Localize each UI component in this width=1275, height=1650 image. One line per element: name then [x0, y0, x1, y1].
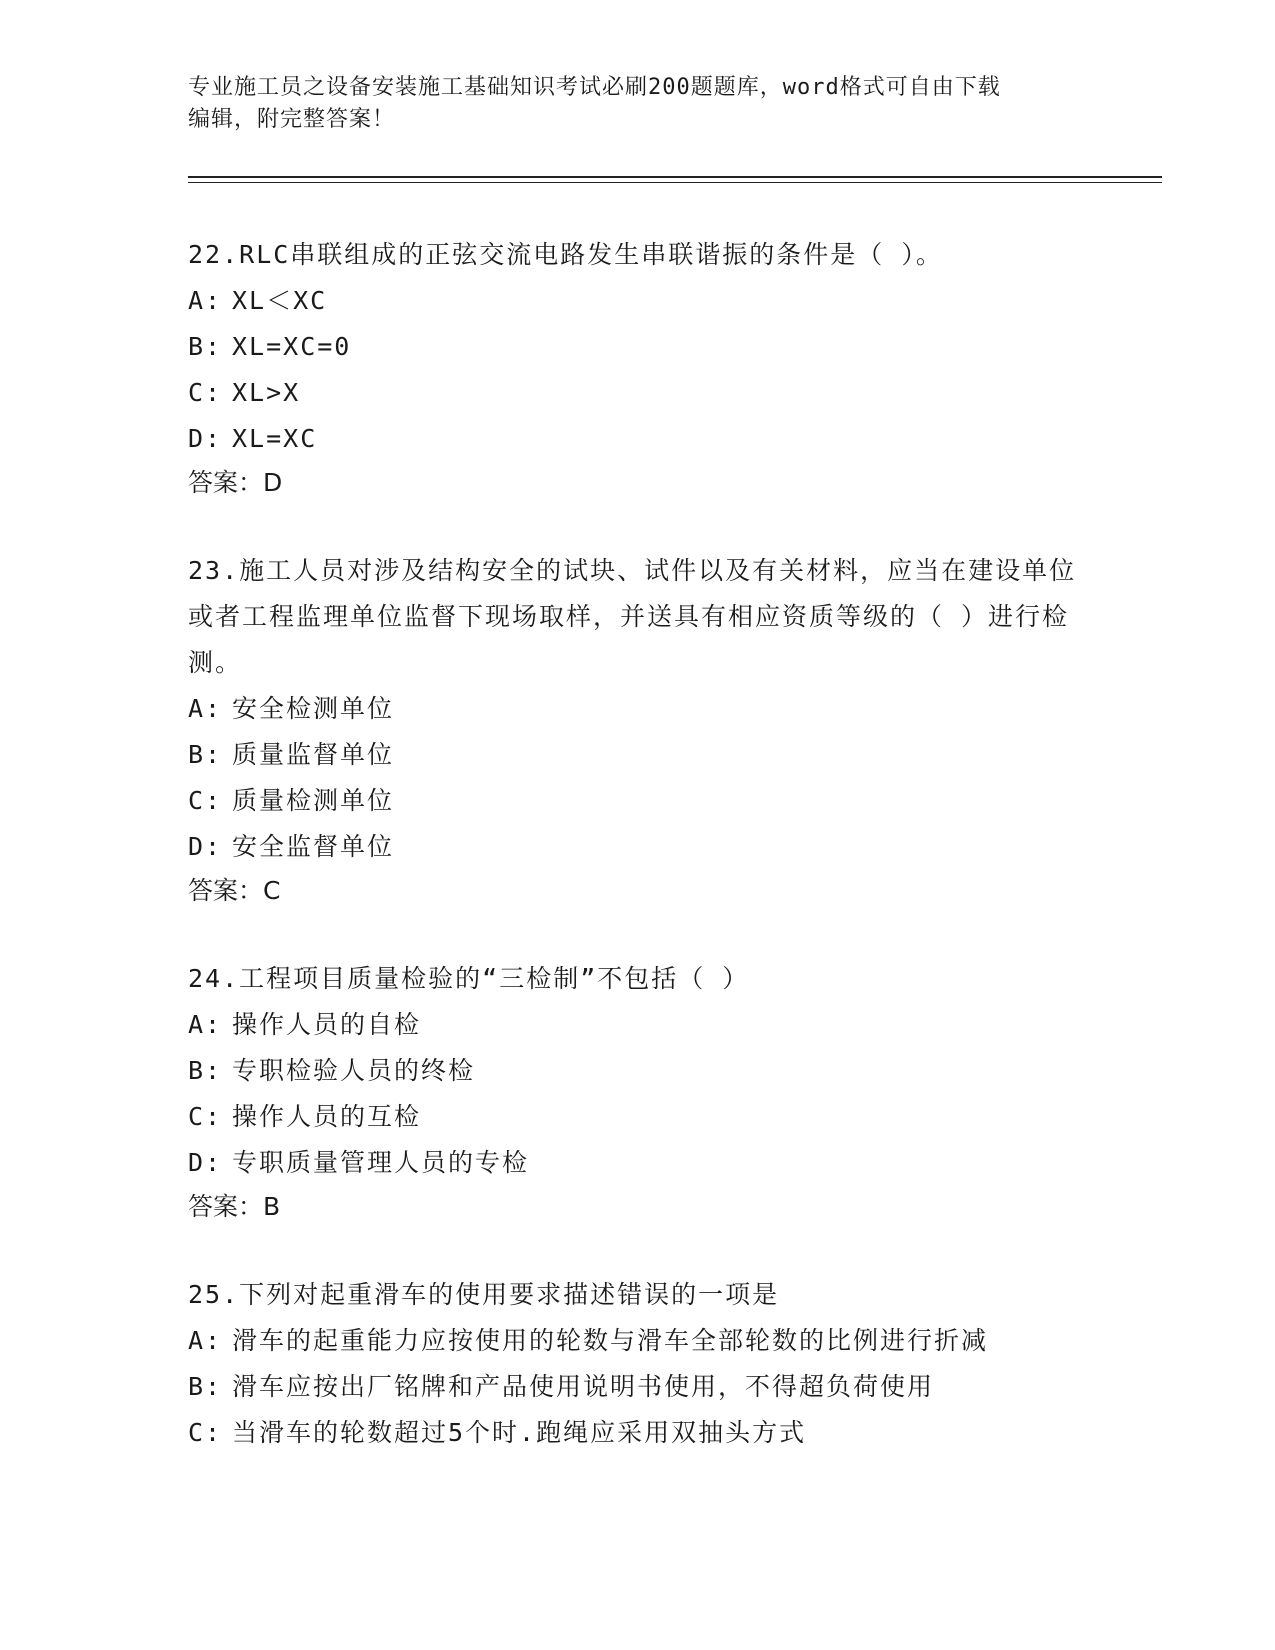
option-letter: C: — [188, 378, 223, 407]
option-d — [188, 416, 1088, 462]
option-letter: B: — [188, 1056, 223, 1085]
question-text: 25.下列对起重滑车的使用要求描述错误的一项是 — [188, 1280, 780, 1309]
question-list — [188, 232, 1088, 1500]
option-b — [188, 732, 1088, 778]
option-text: XL=XC=0 — [232, 332, 352, 361]
option-letter: C: — [188, 1418, 223, 1447]
option-text: XL＜XC — [232, 286, 328, 315]
option-text: 操作人员的互检 — [232, 1102, 422, 1131]
question-text: 22.RLC串联组成的正弦交流电路发生串联谐振的条件是（ ）。 — [188, 240, 943, 269]
question-22 — [188, 232, 1088, 504]
option-b — [188, 1364, 1088, 1410]
option-d — [188, 1140, 1088, 1186]
option-text: 专职质量管理人员的专检 — [232, 1148, 530, 1177]
option-text: 安全检测单位 — [232, 694, 395, 723]
answer-line: 答案：C — [188, 876, 281, 905]
question-25 — [188, 1272, 1088, 1456]
option-a — [188, 1318, 1088, 1364]
option-text: 专职检验人员的终检 — [232, 1056, 476, 1085]
option-text: 安全监督单位 — [232, 832, 395, 861]
option-letter: C: — [188, 786, 223, 815]
header-line-1: 专业施工员之设备安装施工基础知识考试必刷200题题库，word格式可自由下载 — [188, 75, 1001, 100]
option-letter: A: — [188, 1010, 223, 1039]
option-text: 质量监督单位 — [232, 740, 395, 769]
document-header — [188, 72, 1088, 136]
option-letter: A: — [188, 286, 223, 315]
question-23 — [188, 548, 1088, 912]
option-a — [188, 1002, 1088, 1048]
option-text: 滑车应按出厂铭牌和产品使用说明书使用，不得超负荷使用 — [232, 1372, 935, 1401]
option-c — [188, 370, 1088, 416]
option-letter: D: — [188, 424, 223, 453]
option-letter: B: — [188, 740, 223, 769]
question-24 — [188, 956, 1088, 1228]
option-letter: D: — [188, 1148, 223, 1177]
option-letter: A: — [188, 1326, 223, 1355]
question-text: 23.施工人员对涉及结构安全的试块、试件以及有关材料，应当在建设单位或者工程监理单位监督下现场取样，并送具有相应资质等级的（ ）进行检测。 — [188, 556, 1077, 677]
option-text: 操作人员的自检 — [232, 1010, 422, 1039]
option-c — [188, 778, 1088, 824]
header-divider-thin — [188, 182, 1162, 183]
header-divider-thick — [188, 176, 1162, 178]
option-c — [188, 1094, 1088, 1140]
question-text: 24.工程项目质量检验的“三检制”不包括（ ） — [188, 964, 750, 993]
option-text: 当滑车的轮数超过5个时.跑绳应采用双抽头方式 — [232, 1418, 807, 1447]
answer-line: 答案：B — [188, 1192, 281, 1221]
option-text: XL=XC — [232, 424, 318, 453]
option-letter: D: — [188, 832, 223, 861]
option-a — [188, 686, 1088, 732]
option-text: 质量检测单位 — [232, 786, 395, 815]
option-letter: B: — [188, 332, 223, 361]
option-c — [188, 1410, 1088, 1456]
header-line-2: 编辑，附完整答案！ — [188, 107, 396, 132]
option-letter: A: — [188, 694, 223, 723]
option-a — [188, 278, 1088, 324]
option-b — [188, 324, 1088, 370]
answer-line: 答案：D — [188, 468, 283, 497]
option-d — [188, 824, 1088, 870]
option-letter: C: — [188, 1102, 223, 1131]
option-text: XL>X — [232, 378, 301, 407]
option-letter: B: — [188, 1372, 223, 1401]
option-b — [188, 1048, 1088, 1094]
option-text: 滑车的起重能力应按使用的轮数与滑车全部轮数的比例进行折减 — [232, 1326, 989, 1355]
